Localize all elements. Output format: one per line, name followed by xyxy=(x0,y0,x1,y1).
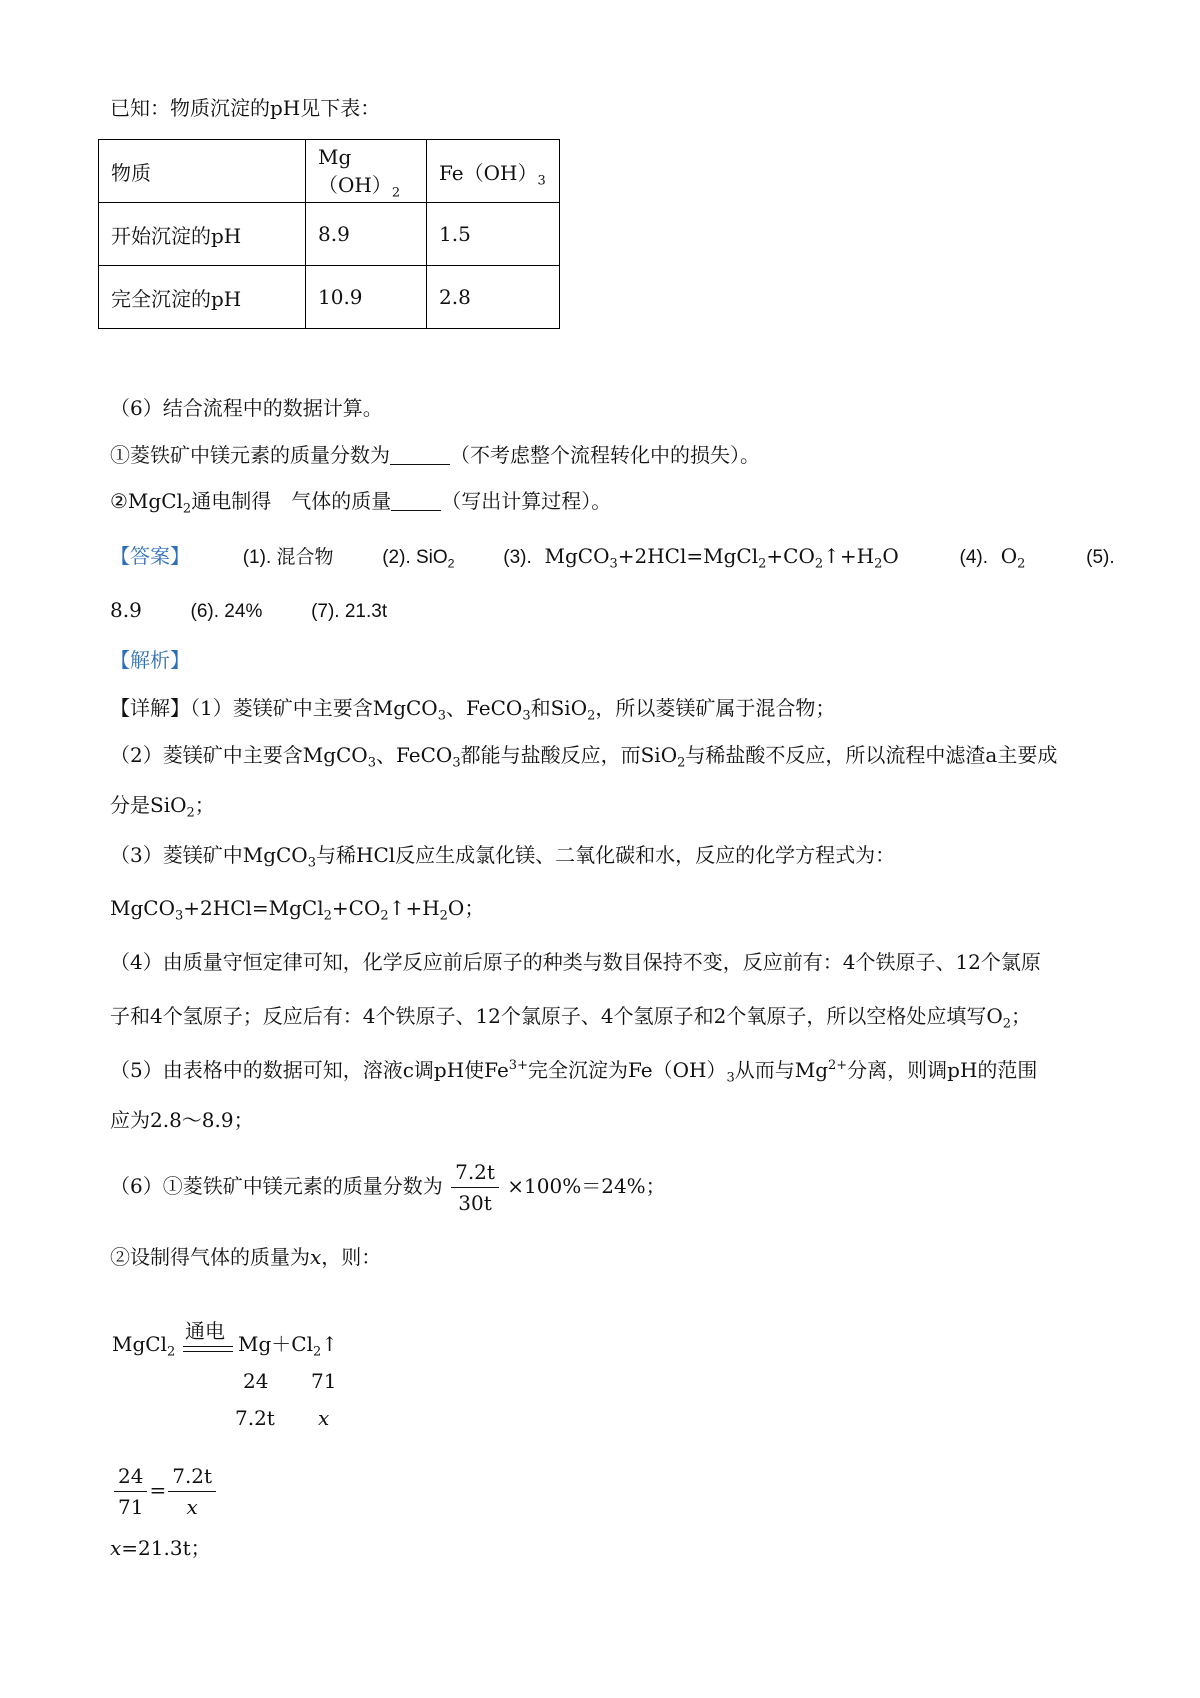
table-cell: 开始沉淀的pH xyxy=(99,203,306,266)
table-cell: 2.8 xyxy=(427,266,560,329)
intro-text: 已知：物质沉淀的pH见下表： xyxy=(110,96,381,120)
electrolysis-products: $Mg+Cl_2↑$ xyxy=(238,1332,339,1360)
answer-4: (4). xyxy=(959,547,989,568)
answer-3: (3). xyxy=(503,547,532,568)
equals-double-line xyxy=(183,1346,233,1352)
table-row xyxy=(99,266,560,329)
answer-6: (6). 24% xyxy=(190,601,263,622)
table-header-cell: 物质 xyxy=(99,140,306,203)
detail-1: 【详解】（1）菱镁矿中主要含MgCO$_3$、FeCO$_3$和SiO$_2$，所以菱镁矿属于混合物； xyxy=(110,696,836,724)
detail-5-cont: 应为2.8～8.9； xyxy=(110,1108,254,1132)
table-row xyxy=(99,140,560,203)
table-row xyxy=(99,203,560,266)
table-header-cell: $Fe(OH)_3$ xyxy=(427,140,560,203)
answer-label: 【答案】 xyxy=(110,544,190,568)
answer-1: (1). 混合物 xyxy=(242,547,334,568)
molar-mass-cl2: 71 xyxy=(311,1369,337,1393)
analysis-label: 【解析】 xyxy=(110,648,190,672)
detail-7: ②设制得气体的质量为x，则： xyxy=(110,1245,382,1269)
ratio-right: $\frac{7.2t}{x}$ xyxy=(168,1464,216,1519)
answer-2: (2). SiO$_2$ xyxy=(382,547,455,571)
q6-part1: ①菱铁矿中镁元素的质量分数为 （不考虑整个流程转化中的损失）。 xyxy=(110,443,760,467)
tongdian-label: 通电 xyxy=(185,1319,225,1343)
mass-fraction: $\frac{7.2t}{30t}$ xyxy=(451,1160,499,1215)
answer-blank xyxy=(390,444,450,465)
electrolysis-equation: MgCl$_2$ xyxy=(112,1332,176,1360)
detail-2: （2）菱镁矿中主要含MgCO$_3$、FeCO$_3$都能与盐酸反应，而SiO$_2$与稀盐酸不反应，所以流程中滤渣a主要成 xyxy=(110,743,1058,771)
detail-6: （6）①菱铁矿中镁元素的质量分数为 $\frac{7.2t}{30t}$ ×100%＝24%； xyxy=(110,1160,666,1215)
answer-line-2 xyxy=(110,598,387,624)
unknown-mass: x xyxy=(318,1406,330,1430)
detail-3-equation: $MgCO_3+2HCl=MgCl_2+CO_2↑+H_2O$； xyxy=(110,896,485,924)
detail-4: （4）由质量守恒定律可知，化学反应前后原子的种类与数目保持不变，反应前有：4个铁原子、12个氯原 xyxy=(110,950,1041,974)
answer-5: (5). xyxy=(1086,547,1115,568)
answer-blank xyxy=(391,490,441,511)
detail-4-cont: 子和4个氢原子；反应后有：4个铁原子、12个氯原子、4个氢原子和2个氧原子，所以空格处应填写$O_2$； xyxy=(110,1004,1032,1032)
detail-5: （5）由表格中的数据可知，溶液c调pH使$Fe^{3+}$完全沉淀为$Fe(OH)_3$从而与$Mg^{2+}$分离，则调pH的范围 xyxy=(110,1058,1038,1086)
answer-5-value: 8.9 xyxy=(110,598,142,622)
detail-3: （3）菱镁矿中MgCO$_3$与稀HCl反应生成氯化镁、二氧化碳和水，反应的化学方程式为： xyxy=(110,843,896,871)
answer-4-value: $O_2$ xyxy=(1000,544,1026,572)
ratio-left: $\frac{24}{71}$ xyxy=(114,1464,147,1519)
answer-line xyxy=(110,544,1115,570)
table-cell: 完全沉淀的pH xyxy=(99,266,306,329)
q6-part2: ②MgCl$_2$通电制得 气体的质量 （写出计算过程）。 xyxy=(110,489,612,517)
molar-mass-mg: 24 xyxy=(243,1369,269,1393)
answer-3-equation: $MgCO_3+2HCl=MgCl_2+CO_2↑+H_2O$ xyxy=(544,544,899,572)
result-line: x=21.3t； xyxy=(110,1536,211,1560)
given-mass-mg: 7.2t xyxy=(235,1406,275,1430)
q6-title: （6）结合流程中的数据计算。 xyxy=(110,396,383,420)
precipitation-ph-table xyxy=(98,139,560,329)
table-cell: 1.5 xyxy=(427,203,560,266)
table-header-cell: $Mg(OH)_2$ xyxy=(306,140,427,203)
table-cell: 10.9 xyxy=(306,266,427,329)
table-cell: 8.9 xyxy=(306,203,427,266)
answer-7: (7). 21.3t xyxy=(311,601,388,622)
detail-2-cont: 分是SiO$_2$； xyxy=(110,793,215,821)
ratio-equation: $\frac{24}{71}$ = $\frac{7.2t}{x}$ xyxy=(112,1464,218,1519)
